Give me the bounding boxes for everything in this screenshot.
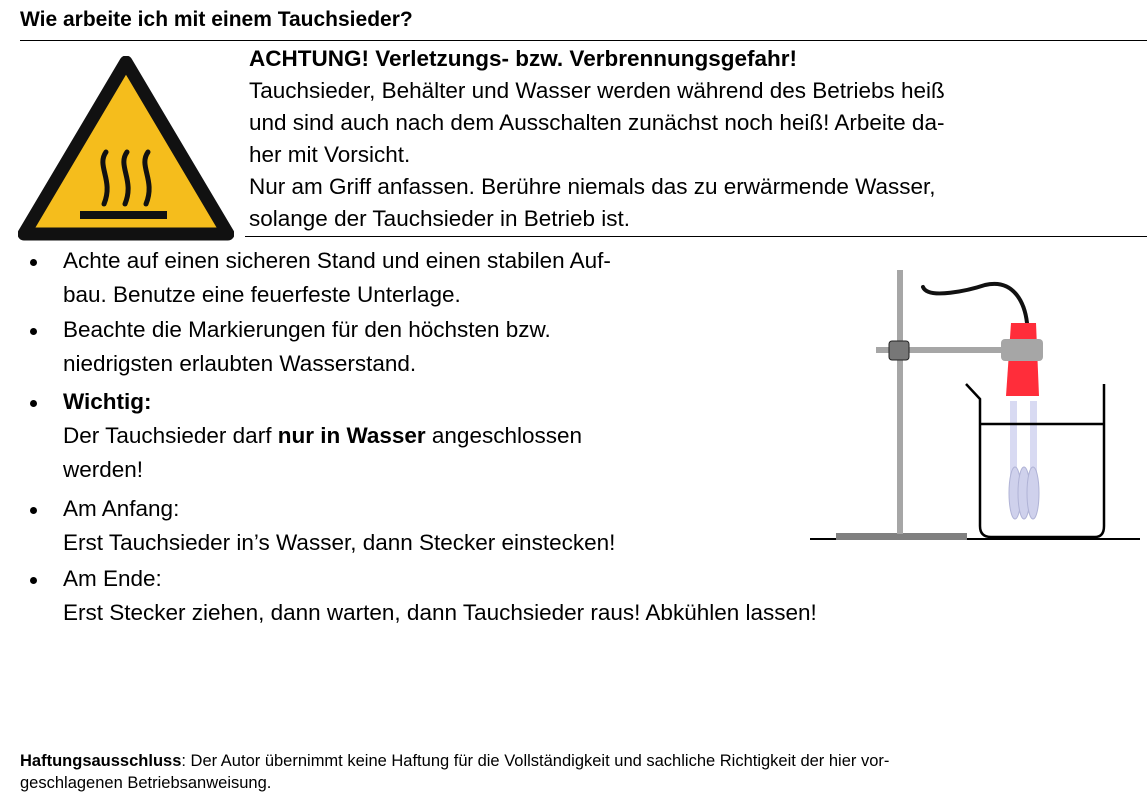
- list-item-line: Am Ende:: [63, 566, 162, 591]
- warning-line: her mit Vorsicht.: [249, 142, 411, 167]
- list-item-line: Erst Tauchsieder in’s Wasser, dann Stecker einstecken!: [63, 530, 616, 555]
- bullet-icon: [30, 328, 37, 335]
- hot-surface-warning-icon: [18, 56, 234, 244]
- list-item-heading: Wichtig:: [63, 389, 152, 414]
- page-title: Wie arbeite ich mit einem Tauchsieder?: [20, 8, 413, 31]
- disclaimer-line: geschlagenen Betriebsanweisung.: [20, 774, 272, 792]
- disclaimer-line: [20, 752, 889, 771]
- text: angeschlossen: [425, 423, 583, 448]
- list-item-line: bau. Benutze eine feuerfeste Unterlage.: [63, 282, 461, 307]
- warning-divider: [245, 236, 1147, 237]
- emphasis: nur in Wasser: [277, 423, 426, 448]
- list-item-line: [63, 423, 582, 449]
- bullet-icon: [30, 577, 37, 584]
- list-item-line: Erst Stecker ziehen, dann warten, dann Tauchsieder raus! Abkühlen lassen!: [63, 600, 817, 625]
- immersion-heater-illustration: [800, 260, 1147, 550]
- title-divider: [20, 40, 1147, 41]
- list-item-line: werden!: [63, 457, 144, 482]
- list-item-line: niedrigsten erlaubten Wasserstand.: [63, 351, 417, 376]
- bullet-icon: [30, 507, 37, 514]
- warning-line: und sind auch nach dem Ausschalten zunächst noch heiß! Arbeite da-: [249, 110, 945, 135]
- bullet-icon: [30, 400, 37, 407]
- warning-line: Tauchsieder, Behälter und Wasser werden während des Betriebs heiß: [249, 78, 945, 103]
- warning-line: solange der Tauchsieder in Betrieb ist.: [249, 206, 631, 231]
- text: Der Tauchsieder darf: [63, 423, 278, 448]
- list-item-line: Beachte die Markierungen für den höchsten bzw.: [63, 317, 551, 342]
- disclaimer-label: Haftungsausschluss: [20, 752, 182, 770]
- list-item-line: Achte auf einen sicheren Stand und einen stabilen Auf-: [63, 248, 611, 273]
- disclaimer-text: : Der Autor übernimmt keine Haftung für die Vollständigkeit und sachliche Richtigkeit der hier vor-: [181, 752, 890, 770]
- warning-heading: ACHTUNG! Verletzungs- bzw. Verbrennungsgefahr!: [249, 46, 797, 71]
- list-item-line: Am Anfang:: [63, 496, 180, 521]
- warning-line: Nur am Griff anfassen. Berühre niemals das zu erwärmende Wasser,: [249, 174, 936, 199]
- bullet-icon: [30, 259, 37, 266]
